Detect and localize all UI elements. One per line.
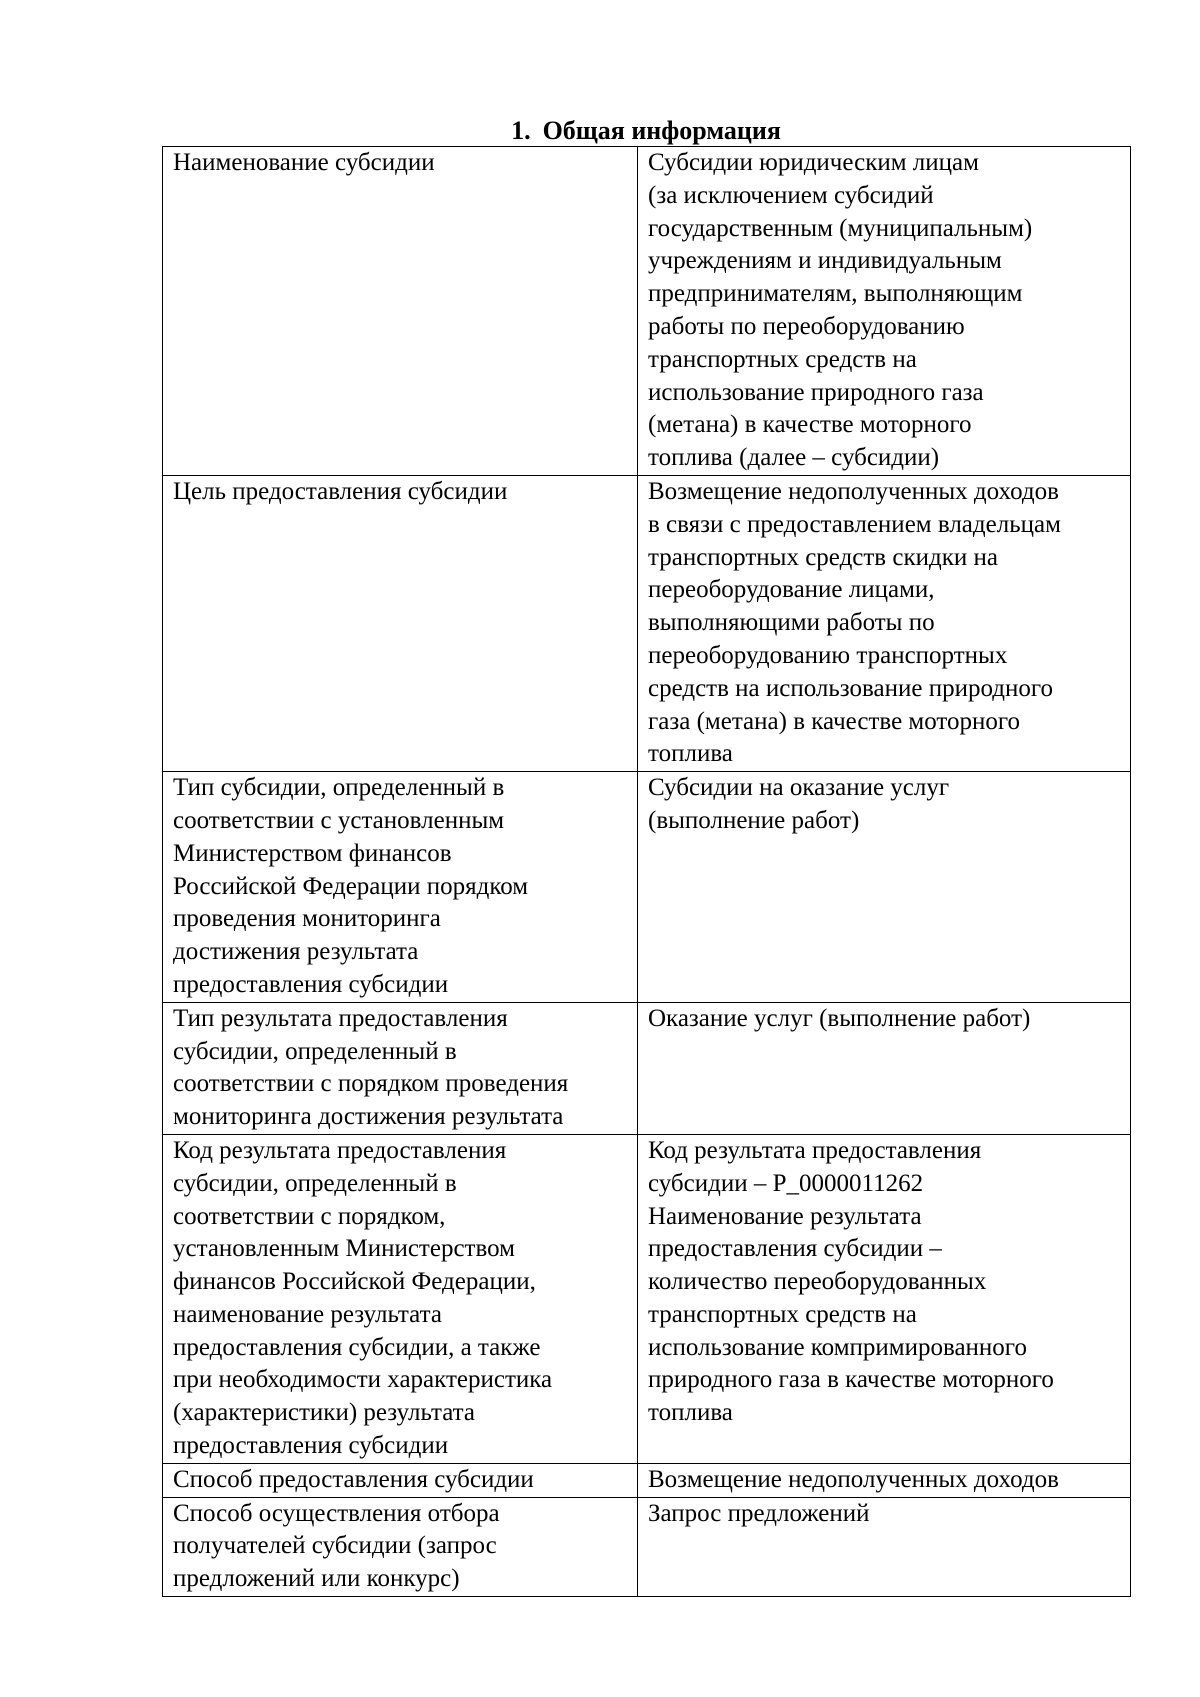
table-row	[163, 475, 1131, 771]
table-row	[163, 1002, 1131, 1134]
row-value: Запрос предложений	[638, 1497, 1131, 1596]
row-label: Тип результата предоставления субсидии, определенный в соответствии с порядком проведения мониторинга достижения результата	[163, 1002, 638, 1134]
row-label: Цель предоставления субсидии	[163, 475, 638, 771]
row-value: Возмещение недополученных доходов в связи с предоставлением владельцам транспортных средств скидки на переоборудование лицами, выполняющими работы по переоборудованию транспортных средств на использование природного газа (метана) в качестве моторного топлива	[638, 475, 1131, 771]
table-row	[163, 1497, 1131, 1596]
row-label: Код результата предоставления субсидии, определенный в соответствии с порядком, установленным Министерством финансов Российской Федерации, наименование результата предоставления субсидии, а также при необходимости характеристика (характеристики) результата предоставления субсидии	[163, 1134, 638, 1463]
row-value: Оказание услуг (выполнение работ)	[638, 1002, 1131, 1134]
row-label: Наименование субсидии	[163, 147, 638, 476]
table-row	[163, 772, 1131, 1003]
general-info-table	[162, 146, 1131, 1597]
row-value: Субсидии на оказание услуг (выполнение работ)	[638, 772, 1131, 1003]
table-row	[163, 147, 1131, 476]
row-label: Способ предоставления субсидии	[163, 1463, 638, 1497]
row-label: Тип субсидии, определенный в соответствии с установленным Министерством финансов Российской Федерации порядком проведения мониторинга достижения результата предоставления субсидии	[163, 772, 638, 1003]
table-row	[163, 1134, 1131, 1463]
row-label: Способ осуществления отбора получателей субсидии (запрос предложений или конкурс)	[163, 1497, 638, 1596]
table-row	[163, 1463, 1131, 1497]
row-value: Код результата предоставления субсидии – Р_0000011262 Наименование результата предоставления субсидии – количество переоборудованных транспортных средств на использование компримированного природного газа в качестве моторного топлива	[638, 1134, 1131, 1463]
row-value: Возмещение недополученных доходов	[638, 1463, 1131, 1497]
section-heading	[162, 116, 1130, 146]
section-number: 1.	[511, 116, 531, 145]
section-title: Общая информация	[542, 116, 781, 145]
row-value: Субсидии юридическим лицам (за исключением субсидий государственным (муниципальным) учреждениям и индивидуальным предпринимателям, выполняющим работы по переоборудованию транспортных средств на использование природного газа (метана) в качестве моторного топлива (далее – субсидии)	[638, 147, 1131, 476]
